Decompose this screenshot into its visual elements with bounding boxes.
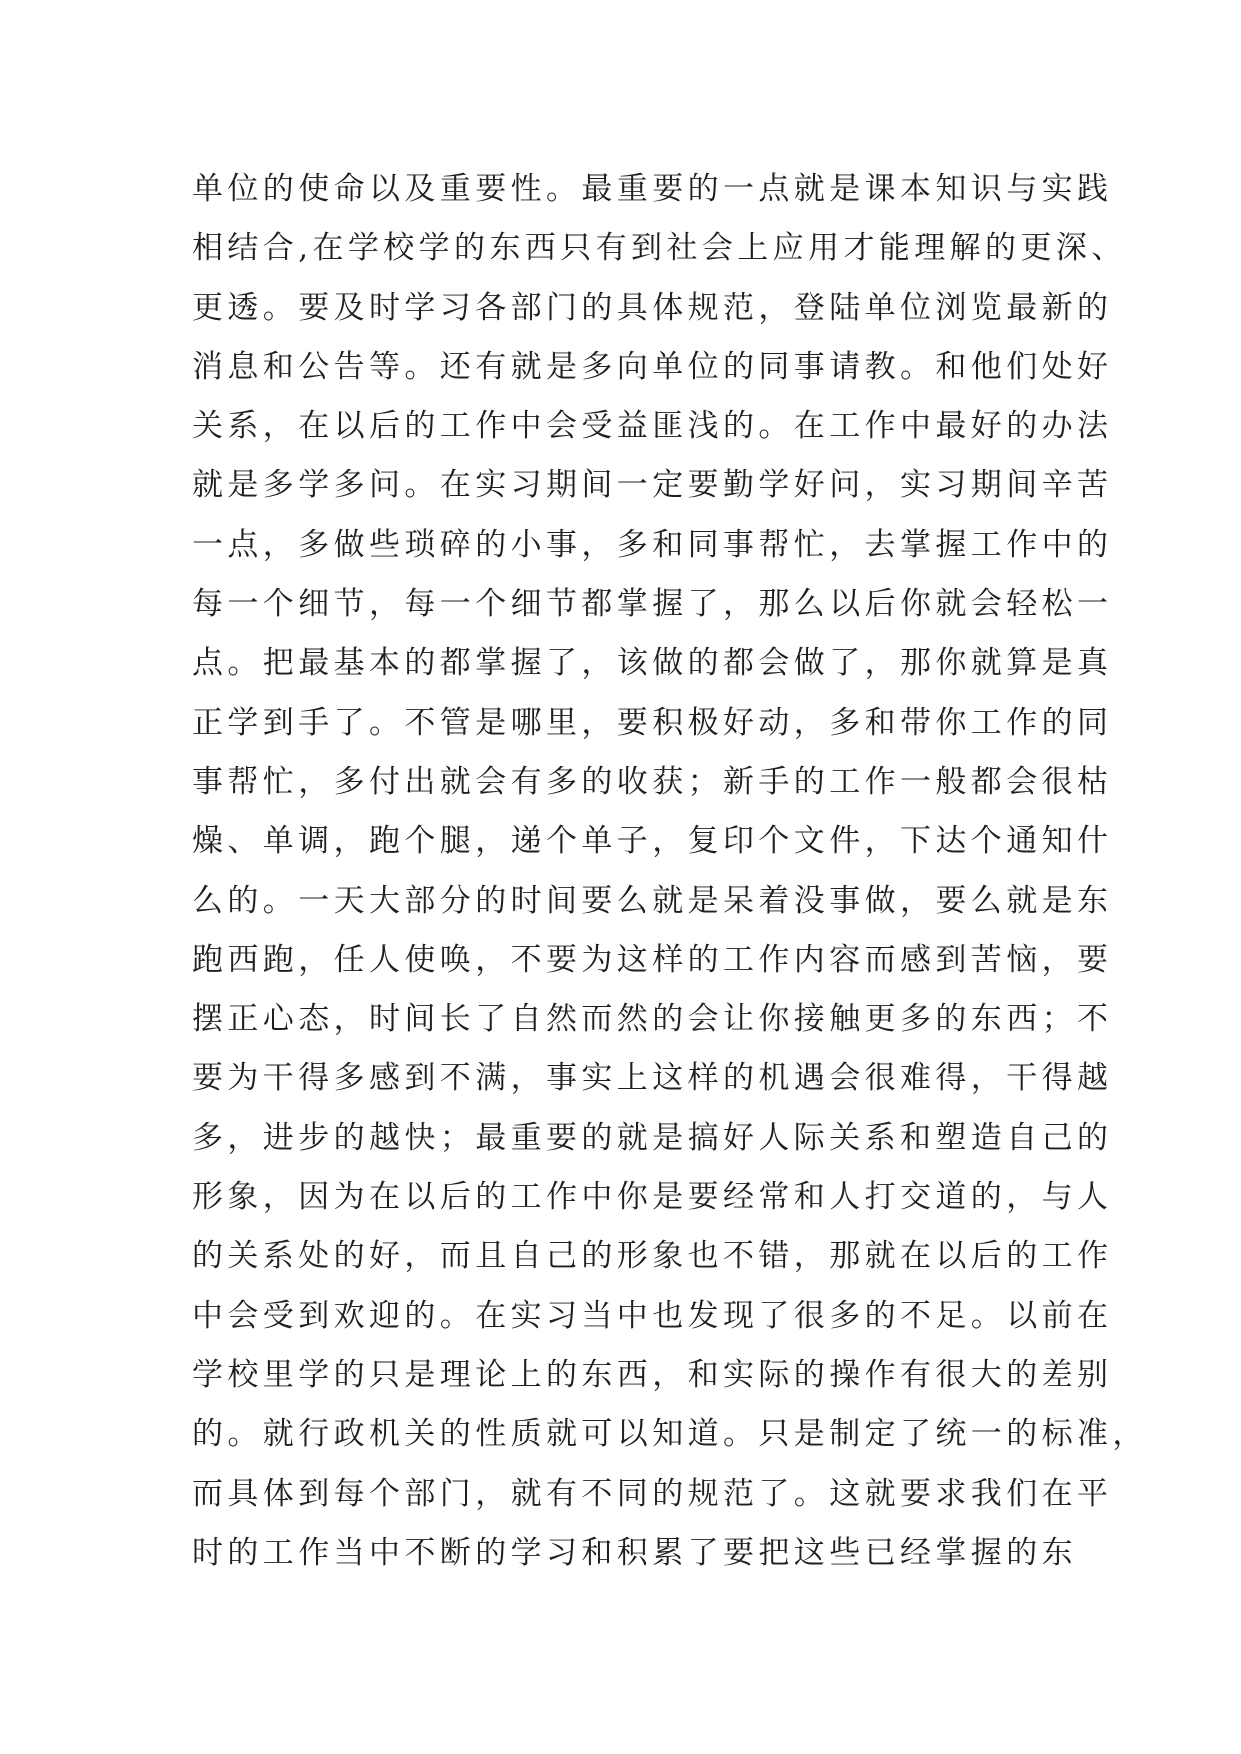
text-line: 正学到手了。不管是哪里，要积极好动，多和带你工作的同 <box>192 704 1113 741</box>
text-line: 每一个细节，每一个细节都掌握了，那么以后你就会轻松一 <box>192 586 1113 623</box>
text-line: 事帮忙，多付出就会有多的收获；新手的工作一般都会很枯 <box>192 763 1113 800</box>
text-line: 一点，多做些琐碎的小事，多和同事帮忙，去掌握工作中的 <box>192 526 1113 563</box>
text-line: 而具体到每个部门，就有不同的规范了。这就要求我们在平 <box>192 1475 1113 1512</box>
text-line: 关系，在以后的工作中会受益匪浅的。在工作中最好的办法 <box>192 408 1113 445</box>
text-line: 学校里学的只是理论上的东西，和实际的操作有很大的差别 <box>192 1356 1113 1393</box>
text-line: 的关系处的好，而且自己的形象也不错，那就在以后的工作 <box>192 1238 1113 1275</box>
text-line: 燥、单调，跑个腿，递个单子，复印个文件，下达个通知什 <box>192 823 1113 860</box>
text-line: 跑西跑，任人使唤，不要为这样的工作内容而感到苦恼，要 <box>192 941 1113 978</box>
text-line: 消息和公告等。还有就是多向单位的同事请教。和他们处好 <box>192 348 1113 385</box>
text-line: 中会受到欢迎的。在实习当中也发现了很多的不足。以前在 <box>192 1297 1113 1334</box>
text-line: 要为干得多感到不满，事实上这样的机遇会很难得，干得越 <box>192 1060 1113 1097</box>
text-line: 更透。要及时学习各部门的具体规范，登陆单位浏览最新的 <box>192 289 1113 326</box>
text-line: 形象，因为在以后的工作中你是要经常和人打交道的，与人 <box>192 1179 1113 1216</box>
text-line: 么的。一天大部分的时间要么就是呆着没事做，要么就是东 <box>192 882 1113 919</box>
text-line: 点。把最基本的都掌握了，该做的都会做了，那你就算是真 <box>192 645 1113 682</box>
text-line: 相结合,在学校学的东西只有到社会上应用才能理解的更深、 <box>192 230 1127 267</box>
text-line: 摆正心态，时间长了自然而然的会让你接触更多的东西；不 <box>192 1001 1113 1038</box>
text-line: 多，进步的越快；最重要的就是搞好人际关系和塑造自己的 <box>192 1119 1113 1156</box>
text-line: 的。就行政机关的性质就可以知道。只是制定了统一的标准， <box>192 1416 1148 1453</box>
text-line: 就是多学多问。在实习期间一定要勤学好问，实习期间辛苦 <box>192 467 1113 504</box>
body-text <box>192 160 1148 1583</box>
text-line: 时的工作当中不断的学习和积累了要把这些已经掌握的东 <box>192 1534 1077 1571</box>
text-line: 单位的使命以及重要性。最重要的一点就是课本知识与实践 <box>192 171 1113 207</box>
